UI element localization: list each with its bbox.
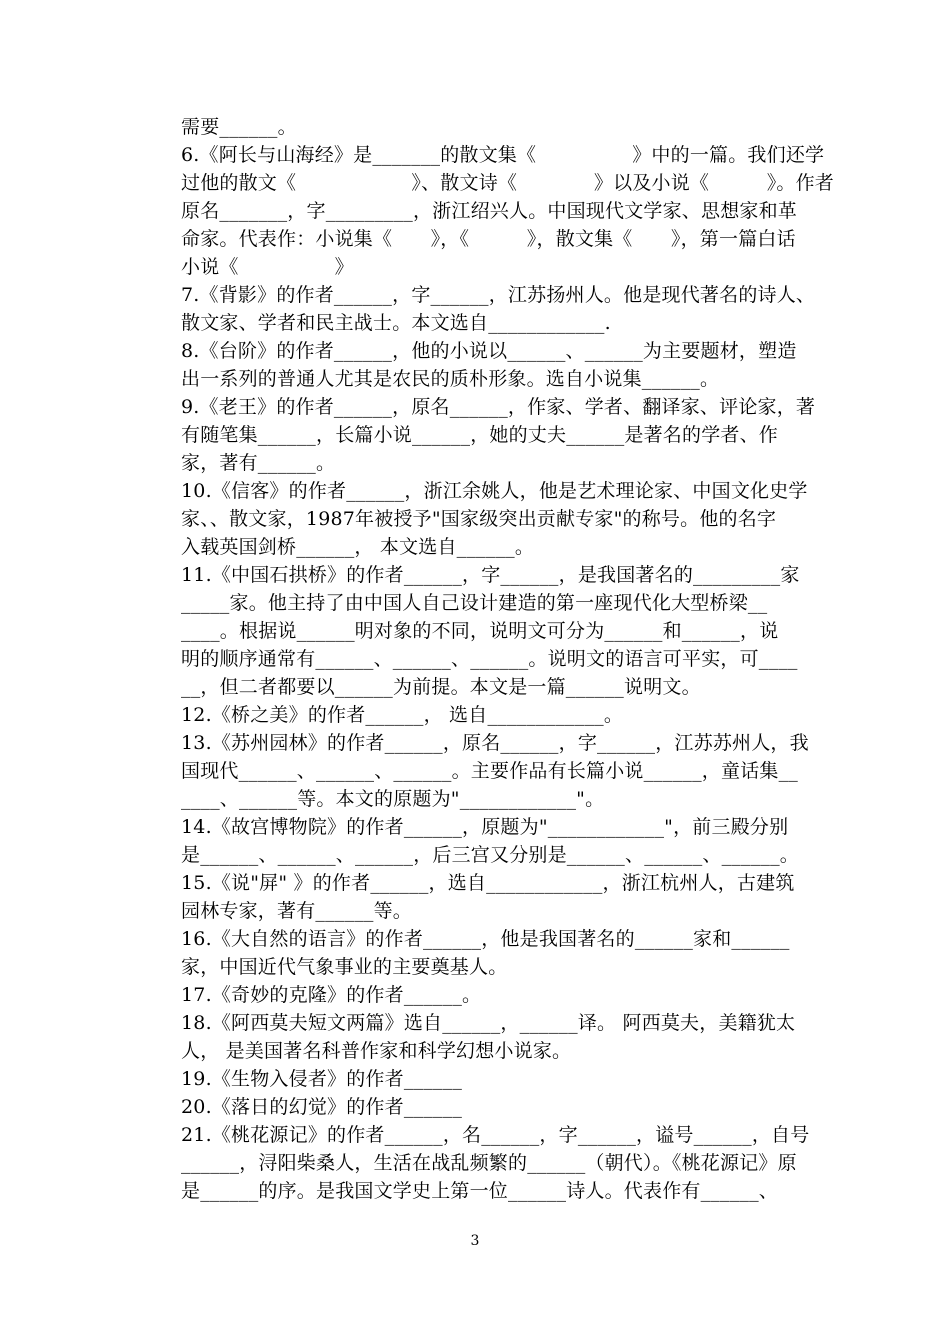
text-line: 13.《苏州园林》的作者______，原名______，字______，江苏苏州人，我 (181, 732, 809, 754)
text-line: 14.《故宫博物院》的作者______，原题为"____________"，前三殿分别 (181, 816, 789, 838)
text-line: 16.《大自然的语言》的作者______，他是我国著名的______家和______ (181, 928, 790, 950)
text-line: 15.《说"屏" 》的作者______，选自____________，浙江杭州人，古建筑 (181, 872, 795, 894)
text-line: 有随笔集______，长篇小说______，她的丈夫______是著名的学者、作 (181, 424, 779, 446)
text-line: _____家。他主持了由中国人自己设计建造的第一座现代化大型桥梁__ (181, 592, 768, 614)
text-line: 11.《中国石拱桥》的作者______，字______，是我国著名的_________家 (181, 564, 800, 586)
text-line: 9.《老王》的作者______，原名______，作家、学者、翻译家、评论家，著 (181, 396, 816, 418)
text-line: 6.《阿长与山海经》是_______的散文集《 》中的一篇。我们还学 (181, 144, 825, 166)
text-line: 散文家、学者和民主战士。本文选自____________. (181, 312, 611, 334)
text-line: 家、、散文家，1987年被授予"国家级突出贡献专家"的称号。他的名字 (181, 508, 777, 530)
text-line: 是______、______、______，后三宫又分别是______、______、______。 (181, 844, 800, 866)
text-line: __，但二者都要以______为前提。本文是一篇______说明文。 (181, 676, 701, 698)
text-line: 20.《落日的幻觉》的作者______ (181, 1096, 463, 1118)
text-line: 10.《信客》的作者______，浙江余姚人，他是艺术理论家、中国文化史学 (181, 480, 808, 502)
text-line: 小说《 》 (181, 256, 354, 278)
text-line: 家，著有______。 (181, 452, 336, 474)
text-line: 家，中国近代气象事业的主要奠基人。 (181, 956, 508, 978)
text-line: ______，浔阳柴桑人，生活在战乱频繁的______（朝代）。《桃花源记》原 (181, 1152, 797, 1174)
text-line: 是______的序。是我国文学史上第一位______诗人。代表作有______、 (181, 1180, 779, 1202)
text-line: 21.《桃花源记》的作者______，名______，字______，谥号______，自号 (181, 1124, 810, 1146)
text-line: 需要______。 (181, 116, 297, 138)
text-line: ____。根据说______明对象的不同，说明文可分为______和______，说 (181, 620, 779, 642)
text-line: 命家。代表作：小说集《 》，《 》，散文集《 》，第一篇白话 (181, 228, 796, 250)
text-line: 7.《背影》的作者______，字______，江苏扬州人。他是现代著名的诗人、 (181, 284, 816, 306)
question-list (181, 113, 850, 1205)
text-line: ____、______等。本文的原题为"____________"。 (181, 788, 605, 810)
text-line: 明的顺序通常有______、______、______。说明文的语言可平实，可____ (181, 648, 798, 670)
text-line: 12.《桥之美》的作者______， 选自____________。 (181, 704, 624, 726)
text-line: 园林专家，著有______等。 (181, 900, 413, 922)
text-line: 8.《台阶》的作者______，他的小说以______、______为主要题材，塑造 (181, 340, 797, 362)
text-line: 过他的散文《 》、散文诗《 》以及小说《 》。作者 (181, 172, 835, 194)
text-line: 19.《生物入侵者》的作者______ (181, 1068, 463, 1090)
text-line: 原名_______，字_________，浙江绍兴人。中国现代文学家、思想家和革 (181, 200, 798, 222)
text-line: 17.《奇妙的克隆》的作者______。 (181, 984, 482, 1006)
text-line: 人， 是美国著名科普作家和科学幻想小说家。 (181, 1040, 572, 1062)
page-number: 3 (470, 1233, 480, 1249)
text-line: 入载英国剑桥______， 本文选自______。 (181, 536, 535, 558)
text-line: 出一系列的普通人尤其是农民的质朴形象。选自小说集______。 (181, 368, 720, 390)
text-line: 18.《阿西莫夫短文两篇》选自______，______译。 阿西莫夫，美籍犹太 (181, 1012, 796, 1034)
text-line: 国现代______、______、______。主要作品有长篇小说______，童话集__ (181, 760, 799, 782)
